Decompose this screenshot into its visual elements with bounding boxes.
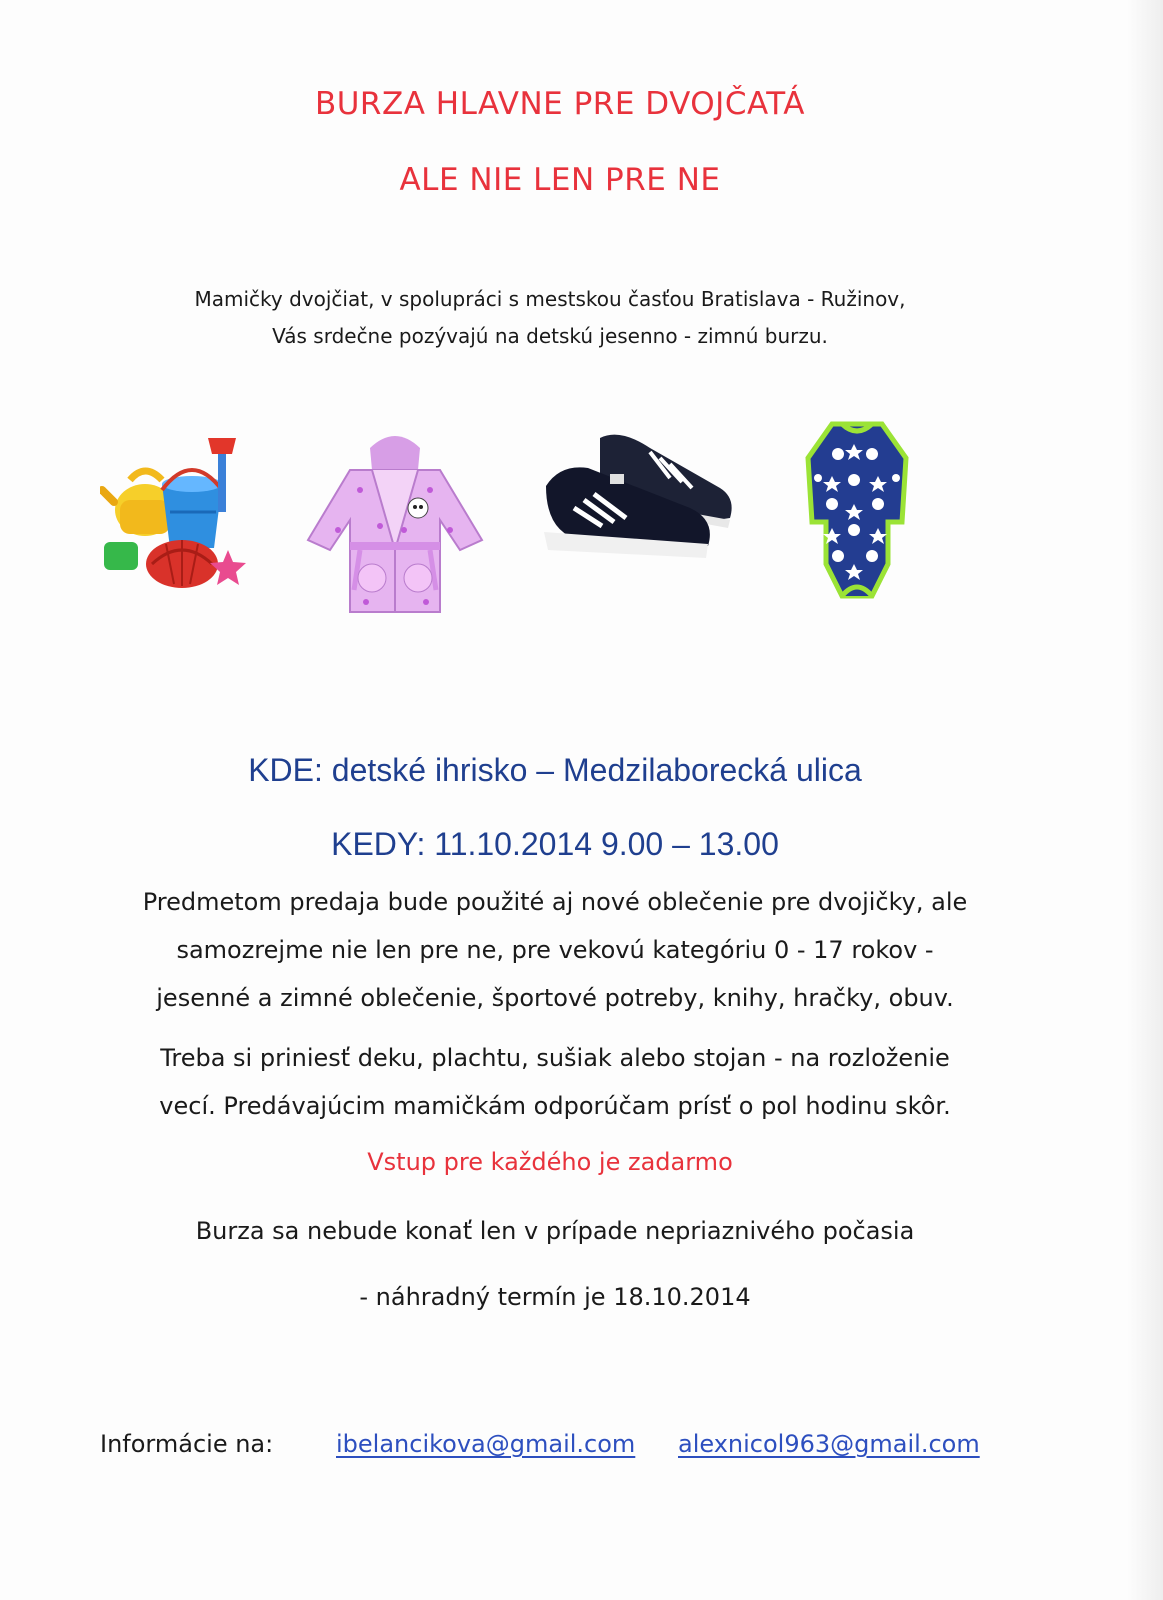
instructions-paragraph bbox=[0, 1034, 1110, 1130]
instructions-line-1: Treba si priniesť deku, plachtu, sušiak alebo stojan - na rozloženie bbox=[160, 1044, 950, 1072]
intro-line-1: Mamičky dvojčiat, v spolupráci s mestskou časťou Bratislava - Ružinov, bbox=[194, 287, 906, 311]
instructions-line-2: vecí. Predávajúcim mamičkám odporúčam prísť o pol hodinu skôr. bbox=[159, 1092, 951, 1120]
sand-toys-icon bbox=[100, 432, 250, 597]
description-line-2: samozrejme nie len pre ne, pre vekovú kategóriu 0 - 17 rokov - bbox=[176, 936, 934, 964]
title-line-2: ALE NIE LEN PRE NE bbox=[399, 162, 721, 198]
weather-note-line-2: - náhradný termín je 18.10.2014 bbox=[359, 1283, 751, 1311]
baby-bodysuit-icon bbox=[802, 418, 912, 603]
page-edge-shadow bbox=[1127, 0, 1163, 1600]
description-line-1: Predmetom predaja bude použité aj nové oblečenie pre dvojičky, ale bbox=[142, 888, 968, 916]
bathrobe-icon bbox=[300, 430, 490, 615]
email-link-2[interactable]: alexnicol963@gmail.com bbox=[678, 1430, 980, 1458]
description-line-3: jesenné a zimné oblečenie, športové potreby, knihy, hračky, obuv. bbox=[156, 984, 954, 1012]
intro-line-2: Vás srdečne pozývajú na detskú jesenno - zimnú burzu. bbox=[272, 324, 828, 348]
email-link-1[interactable]: ibelancikova@gmail.com bbox=[336, 1430, 636, 1458]
contact-label: Informácie na: bbox=[100, 1430, 274, 1458]
datetime-line: KEDY: 11.10.2014 9.00 – 13.00 bbox=[331, 826, 779, 862]
description-paragraph bbox=[0, 878, 1110, 1022]
location-line: KDE: detské ihrisko – Medzilaborecká ulica bbox=[248, 752, 862, 788]
weather-note-line-1: Burza sa nebude konať len v prípade nepriaznivého počasia bbox=[195, 1217, 915, 1245]
free-entry-note: Vstup pre každého je zadarmo bbox=[367, 1148, 733, 1176]
title-line-1: BURZA HLAVNE PRE DVOJČATÁ bbox=[314, 86, 806, 122]
sneakers-icon bbox=[540, 428, 740, 578]
